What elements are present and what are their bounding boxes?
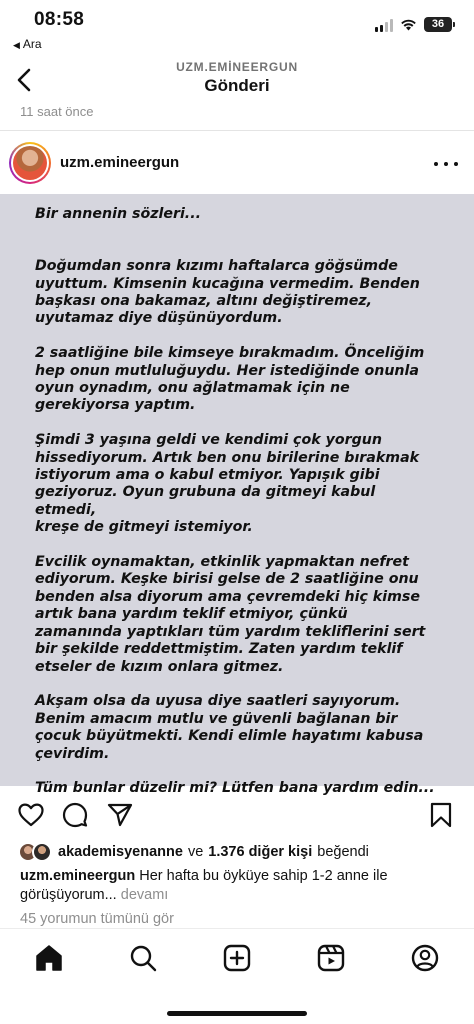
home-indicator	[167, 1011, 307, 1016]
avatar-image	[13, 146, 47, 180]
cellular-signal-icon	[375, 18, 393, 32]
home-icon	[35, 944, 63, 972]
post-caption	[20, 867, 460, 905]
wifi-icon	[400, 18, 417, 31]
profile-icon	[411, 944, 439, 972]
page-title: Gönderi	[204, 76, 270, 95]
heart-icon	[18, 803, 44, 827]
liker-avatar	[32, 842, 52, 862]
tab-profile[interactable]	[410, 943, 440, 973]
time-ago-label: 11 saat önce	[20, 104, 94, 119]
image-text-paragraph: Tüm bunlar düzelir mi? Lütfen bana yardım edin...	[35, 780, 435, 797]
back-to-app-link[interactable]	[13, 37, 42, 51]
more-options-button[interactable]	[434, 154, 458, 174]
image-text-paragraph: Şimdi 3 yaşına geldi ve kendimi çok yorgun hissediyorum. Artık ben onu birilerine bırakmak istiyorum ama o kabul etmiyor. Yapışık gibi geziyoruz. Oyun grubuna da gitmeyi kabul etmedi, kreşe de gitmeyi istemiyor.	[35, 432, 420, 536]
reels-icon	[317, 944, 345, 972]
image-text-paragraph: 2 saatliğine bile kimseye bırakmadım. Önceliğim hep onun mutluluğuydu. Her istediğinde onunla oyun oynadım, onu ağlatmamak için ne gerekiyorsa yaptım.	[35, 345, 425, 414]
top-navigation	[0, 56, 474, 104]
tab-reels[interactable]	[316, 943, 346, 973]
tab-search[interactable]	[128, 943, 158, 973]
status-time: 08:58	[34, 9, 85, 30]
like-button[interactable]	[16, 800, 46, 830]
avatar[interactable]	[9, 142, 51, 184]
image-text-paragraph: Akşam olsa da uyusa diye saatleri sayıyorum. Benim amacım mutlu ve güvenli bağlanan bir çocuk büyütmekti. Kendi elimle hayatımı kabusa çevirdim.	[35, 693, 424, 762]
caption-username[interactable]: uzm.emineergun	[20, 868, 136, 884]
send-icon	[107, 803, 133, 827]
liker-username[interactable]: akademisyenanne	[58, 844, 183, 860]
view-all-comments-link[interactable]: 45 yorumun tümünü gör	[20, 911, 174, 927]
post-image[interactable]	[0, 194, 474, 797]
image-text-paragraph: Doğumdan sonra kızımı haftalarca göğsümde uyuttum. Kimsenin kucağına vermedim. Benden başkası ona bakamaz, altını değiştiremez, uyutamaz diye düşünüyordum.	[35, 258, 420, 327]
tab-home[interactable]	[34, 943, 64, 973]
likes-summary[interactable]	[18, 842, 374, 862]
image-text-line: Bir annenin sözleri...	[35, 206, 201, 222]
post-actions	[0, 796, 474, 832]
create-icon	[223, 944, 251, 972]
caption-text: Her hafta bu öyküye sahip 1-2 anne ile görüşüyorum...	[20, 868, 388, 903]
status-bar	[0, 0, 474, 56]
post-header	[0, 140, 474, 188]
bookmark-icon	[430, 802, 452, 828]
likes-count[interactable]: 1.376 diğer kişi	[208, 844, 313, 860]
likes-suffix: beğendi	[317, 844, 369, 860]
likes-connector: ve	[187, 844, 204, 860]
comment-button[interactable]	[60, 800, 90, 830]
post-username[interactable]: uzm.emineergun	[60, 154, 180, 171]
back-triangle-icon: ◀	[13, 40, 20, 50]
share-button[interactable]	[105, 800, 135, 830]
divider	[0, 130, 474, 131]
battery-indicator: 36	[424, 17, 452, 32]
save-button[interactable]	[426, 800, 456, 830]
image-text-paragraph: Evcilik oynamaktan, etkinlik yapmaktan nefret ediyorum. Keşke birisi gelse de 2 saatliğine onu benden alsa diyorum ama çevremdeki hiç kimse artık bana yardım teklif etmiyor, çünkü zamanında yaptıkları tüm yardım tekliflerini sert bir şekilde reddettmiştim. Zaten yardım teklif etseler de kızım onlara gitmez.	[35, 554, 426, 675]
comment-icon	[62, 802, 88, 828]
header-username: UZM.EMİNEERGUN	[176, 60, 298, 74]
bottom-tab-bar	[0, 928, 474, 1024]
tab-create[interactable]	[222, 943, 252, 973]
back-app-label: Ara	[22, 37, 42, 51]
search-icon	[129, 944, 157, 972]
caption-more-link[interactable]: devamı	[120, 887, 169, 903]
more-horizontal-icon	[434, 162, 438, 166]
